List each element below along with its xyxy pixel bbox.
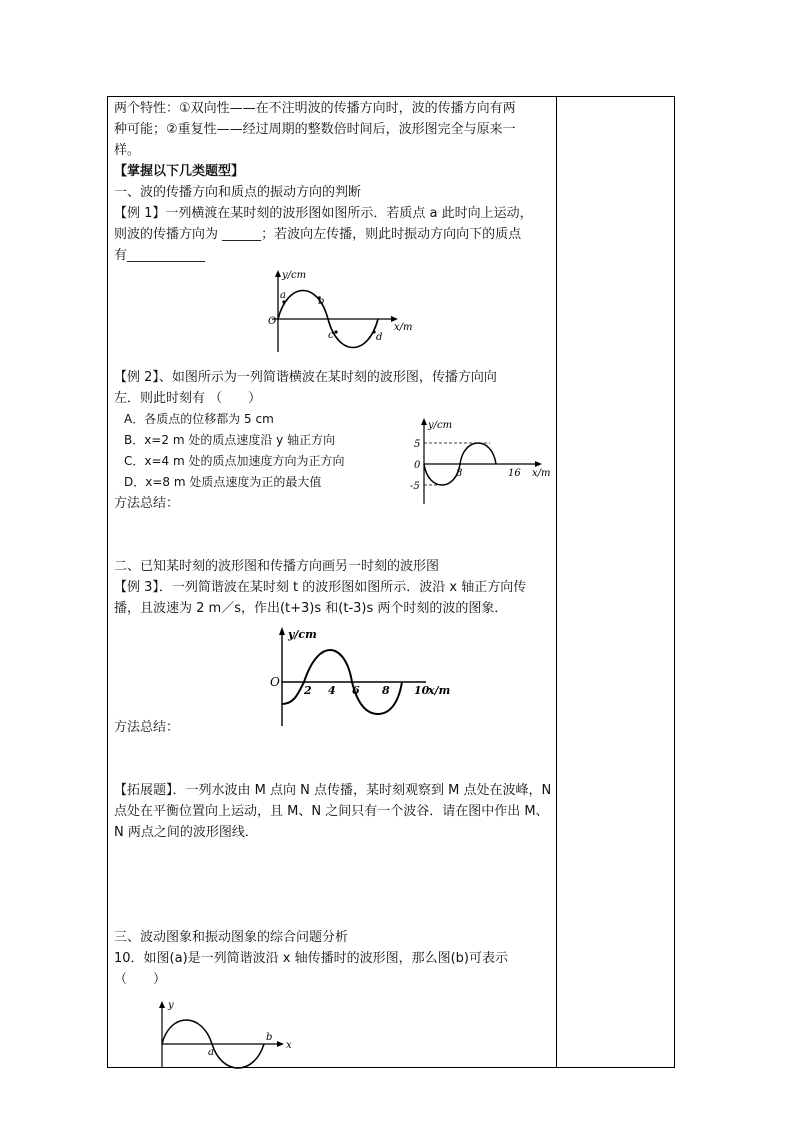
- fig4-y-label: y: [168, 1000, 174, 1011]
- example2-line-1: 【例 2】、如图所示为一列简谐横波在某时刻的波形图，传播方向向: [114, 370, 497, 385]
- fig2-x-label: x/m: [532, 468, 551, 479]
- fig3-tick-4: 4: [328, 684, 336, 697]
- fig2-tick-16: 16: [508, 468, 521, 479]
- option-a: A．各质点的位移都为 5 cm: [124, 412, 274, 426]
- fig3-y-arrow: [279, 627, 285, 635]
- fig1-label-c: c: [328, 330, 334, 341]
- table-column-divider: [556, 96, 557, 1068]
- master-title: 【掌握以下几类题型】: [114, 164, 245, 179]
- intro-line-3: 样。: [114, 143, 141, 158]
- fig3-tick-6: 6: [352, 684, 360, 697]
- fig1-y-arrow: [275, 270, 281, 277]
- intro-line-1: 两个特性：①双向性——在不注明波的传播方向时，波的传播方向有两: [114, 101, 516, 116]
- fig1-label-b: b: [318, 296, 325, 307]
- method-summary-2: 方法总结：: [114, 720, 180, 735]
- worksheet-content: [114, 98, 552, 990]
- fig4-label-a: a: [208, 1047, 214, 1058]
- example1-line-2: 则波的传播方向为 ______；若波向左传播，则此时振动方向向下的质点: [114, 227, 522, 242]
- section2-heading: 二、已知某时刻的波形图和传播方向画另一时刻的波形图: [114, 559, 440, 574]
- fig2-tick-5: 5: [414, 439, 421, 450]
- fig1-label-d: d: [376, 332, 383, 343]
- figure-example-1: [262, 268, 422, 356]
- fig1-label-a: a: [280, 290, 286, 301]
- example3-line-2: 播，且波速为 2 m／s，作出(t+3)s 和(t-3)s 两个时刻的波的图象．: [114, 601, 508, 616]
- fig2-x-arrow: [535, 461, 542, 467]
- figure-example-2: [404, 414, 554, 506]
- fig3-y-label: y/cm: [288, 628, 317, 641]
- fig2-tick-0: 0: [414, 460, 421, 471]
- option-c: C．x=4 m 处的质点加速度方向为正方向: [124, 454, 345, 468]
- method-summary-1: 方法总结：: [114, 496, 180, 511]
- figure-question-10a: [150, 998, 300, 1070]
- fig3-tick-8: 8: [382, 684, 390, 697]
- intro-line-2: 种可能；②重复性——经过周期的整数倍时间后，波形图完全与原来一: [114, 122, 516, 137]
- example2-line-2: 左．则此时刻有 （ ）: [114, 391, 262, 406]
- fig4-x-arrow: [277, 1041, 284, 1047]
- option-d: D．x=8 m 处质点速度为正的最大值: [124, 475, 322, 489]
- extension-line-1: 【拓展题】．一列水波由 M 点向 N 点传播，某时刻观察到 M 点处在波峰，N: [114, 783, 552, 798]
- option-b: B．x=2 m 处的质点速度沿 y 轴正方向: [124, 433, 336, 447]
- fig3-tick-2: 2: [304, 684, 312, 697]
- fig4-label-b: b: [266, 1032, 273, 1043]
- example1-line-3: 有____________: [114, 248, 206, 263]
- fig3-tick-10: 10: [414, 684, 430, 697]
- fig4-x-label: x: [286, 1040, 292, 1051]
- question10-line-2: （ ）: [114, 972, 167, 987]
- extension-line-2: 点处在平衡位置向上运动，且 M、N 之间只有一个波谷．请在图中作出 M、: [114, 804, 549, 819]
- section3-heading: 三、波动图象和振动图象的综合问题分析: [114, 930, 349, 945]
- fig2-tick-8: 8: [456, 468, 463, 479]
- fig1-point-c: [334, 330, 337, 333]
- figure-example-3: [264, 624, 464, 728]
- extension-line-3: N 两点之间的波形图线．: [114, 825, 258, 840]
- fig4-y-arrow: [159, 1001, 165, 1008]
- fig1-y-label: y/cm: [282, 270, 307, 281]
- example1-line-1: 【例 1】一列横渡在某时刻的波形图如图所示．若质点 a 此时向上运动，: [114, 206, 533, 221]
- fig3-origin-label: O: [270, 675, 280, 689]
- fig3-x-label: x/m: [428, 684, 451, 697]
- fig2-y-arrow: [421, 418, 427, 425]
- fig1-x-label: x/m: [394, 322, 413, 333]
- question10-line-1: 10．如图(a)是一列简谐波沿 x 轴传播时的波形图，那么图(b)可表示: [114, 951, 509, 966]
- fig2-tick-neg5: -5: [410, 481, 420, 492]
- example3-line-1: 【例 3】．一列简谐波在某时刻 t 的波形图如图所示．波沿 x 轴正方向传: [114, 580, 527, 595]
- section1-heading: 一、波的传播方向和质点的振动方向的判断: [114, 185, 362, 200]
- fig1-origin-label: O: [268, 316, 277, 327]
- fig2-y-label: y/cm: [428, 420, 453, 431]
